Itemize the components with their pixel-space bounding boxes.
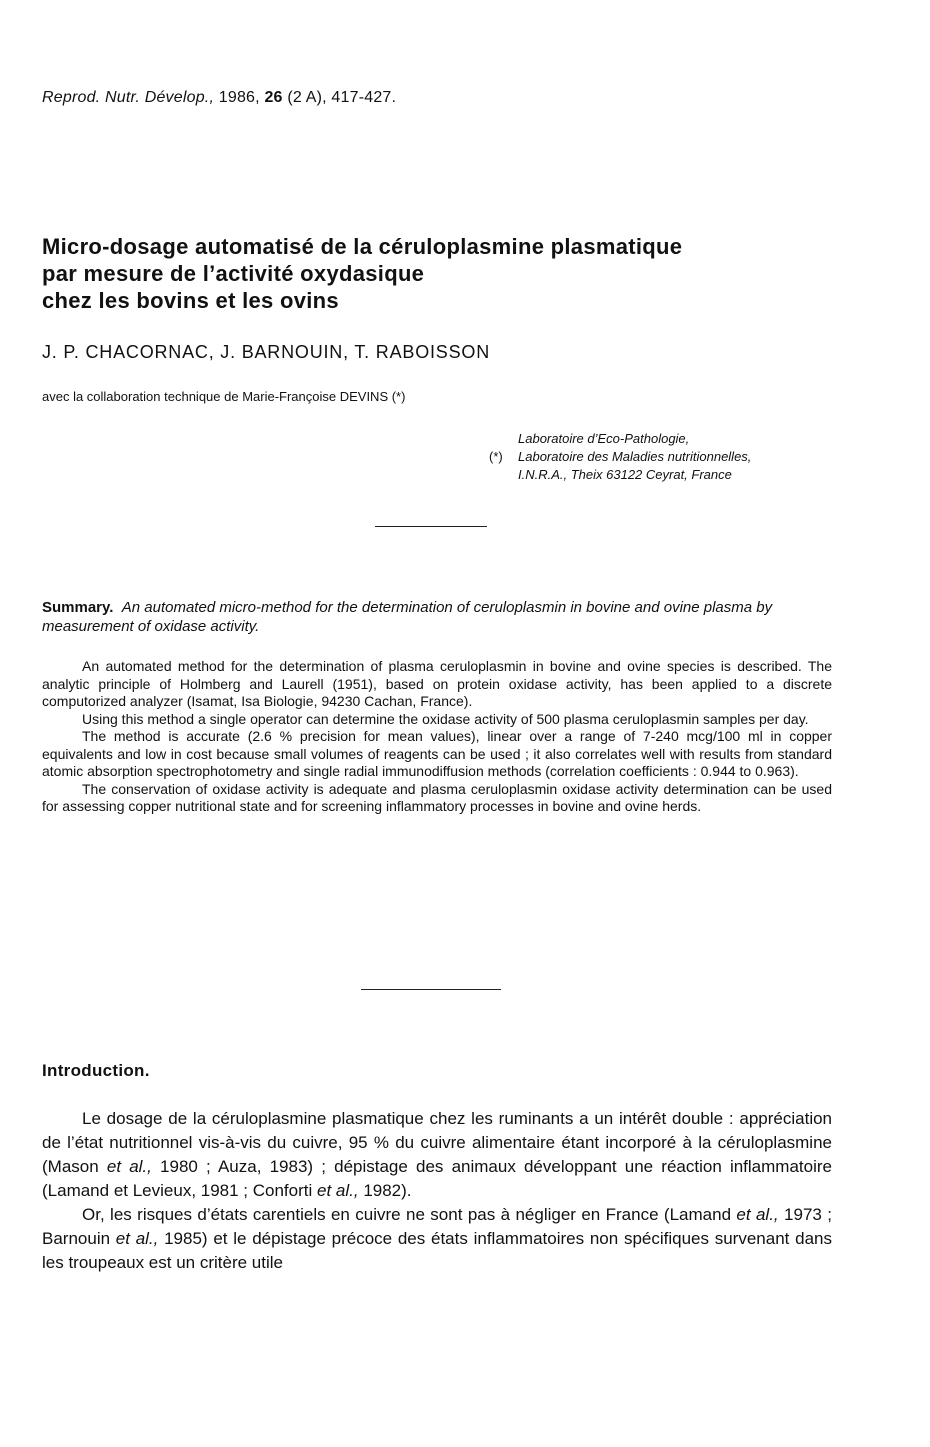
text-run: Or, les risques d’états carentiels en cuivre ne sont pas à négliger en France (Lamand [82,1205,737,1224]
text-run: Le dosage de la céruloplasmine plasmatique chez les ruminants a un intérêt double : appréciation de l’état nutritionnel vis-à-vis du cuivre, 95 % du cuivre alimentaire étant incorporé à la céruloplasmine (Mason [42,1109,832,1176]
introduction-paragraph-2 [42,1203,832,1275]
article-title [42,233,842,314]
affiliation-line-3: I.N.R.A., Theix 63122 Ceyrat, France [518,467,732,482]
et-al-citation: et al., [317,1181,359,1200]
summary-paragraph: Using this method a single operator can determine the oxidase activity of 500 plasma ceruloplasmin samples per day. [82,710,809,727]
summary-paragraph: An automated method for the determination of plasma ceruloplasmin in bovine and ovine species is described. The analytic principle of Holmberg and Laurell (1951), based on protein oxidase activity, has been applied to a discrete computorized analyzer (Isamat, Isa Biologie, 94230 Cachan, France). [42,658,832,709]
introduction-paragraph-1 [42,1107,832,1203]
journal-volume: 26 [264,89,283,106]
journal-pages: 417-427. [331,89,397,106]
authors: J. P. CHACORNAC, J. BARNOUIN, T. RABOISSON [42,342,491,362]
summary-english-title: An automated micro-method for the determination of ceruloplasmin in bovine and ovine plasma by measurement of oxidase activity. [42,599,773,635]
summary-label: Summary. [42,599,114,616]
introduction-body [42,1107,832,1275]
text-run: 1973 ; Barnouin [42,1205,832,1248]
text-run: 1985) et le dépistage précoce des états inflammatoires non spécifiques survenant dans les troupeaux est un critère utile [42,1229,832,1272]
affiliation-line-1: Laboratoire d’Eco-Pathologie, [518,431,690,446]
et-al-citation: et al., [106,1157,152,1176]
text-run: 1980 ; Auza, 1983) ; dépistage des animaux développant une réaction inflammatoire (Lamand et Levieux, 1981 ; Conforti [42,1157,832,1200]
journal-name: Reprod. Nutr. Dévelop., [42,89,215,106]
title-line-2: par mesure de l’activité oxydasique [42,261,425,286]
title-line-3: chez les bovins et les ovins [42,288,339,313]
journal-issue: (2 A), [287,89,327,106]
et-al-citation: et al., [115,1229,159,1248]
summary-paragraph: The method is accurate (2.6 % precision for mean values), linear over a range of 7-240 mcg/100 ml in copper equivalents and low in cost because small volumes of reagents can be used ; it also correlates well with results from standard atomic absorption spectrophotometry and single radial immunodiffusion methods (correlation coefficients : 0.944 to 0.963). [42,728,832,779]
title-line-1: Micro-dosage automatisé de la céruloplasmine plasmatique [42,234,683,259]
introduction-heading: Introduction. [42,1061,150,1080]
affiliation-footnote-mark: (*) [489,449,503,464]
text-run: 1982). [358,1181,412,1200]
journal-reference [42,89,396,107]
summary-body [42,658,832,816]
summary-heading [42,598,842,636]
et-al-citation: et al., [736,1205,779,1224]
divider-top [375,526,487,527]
journal-year: 1986, [218,89,260,106]
affiliation-block [480,430,840,484]
summary-paragraph: The conservation of oxidase activity is adequate and plasma ceruloplasmin oxidase activity determination can be used for assessing copper nutritional state and for screening inflammatory processes in bovine and ovine herds. [42,780,832,814]
divider-bottom [361,989,501,990]
affiliation-line-2 [480,448,840,466]
affiliation-line-2-text: Laboratoire des Maladies nutritionnelles, [518,449,752,464]
collaboration-note: avec la collaboration technique de Marie-Françoise DEVINS (*) [42,389,406,404]
